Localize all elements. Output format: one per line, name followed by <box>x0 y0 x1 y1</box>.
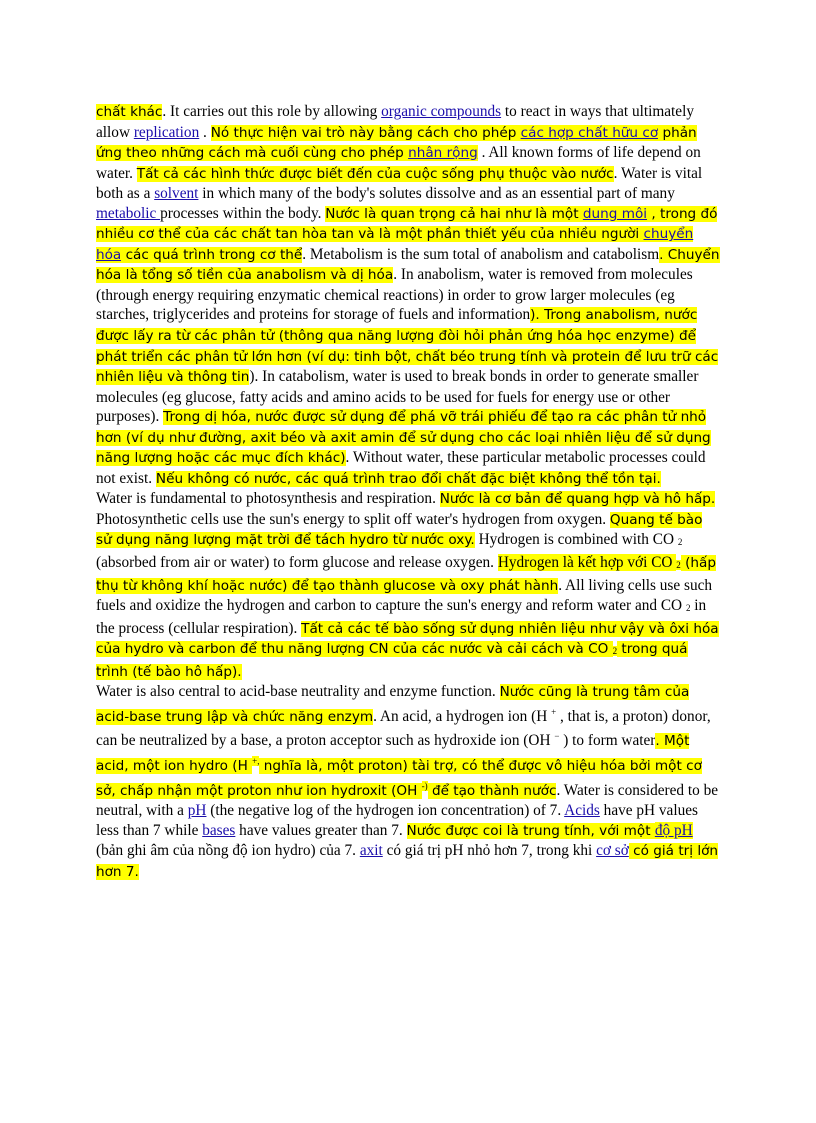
superscript: + <box>551 706 557 717</box>
link-cac-hop-chat-huu-co[interactable]: các hợp chất hữu cơ <box>520 124 659 141</box>
link-do-ph[interactable]: độ pH <box>654 821 693 839</box>
body-text: . Without water, these particular metabolic processes could not exist. <box>96 449 706 487</box>
subscript: 2 <box>612 646 618 657</box>
highlighted-text: Nó thực hiện vai trò này bằng cách cho phép <box>210 124 521 141</box>
body-text: . Metabolism is the sum total of anabolism and catabolism <box>302 245 660 263</box>
body-text: in the process (cellular respiration). <box>96 597 707 637</box>
body-text: have pH values less than 7 while <box>96 802 698 839</box>
body-text: (absorbed from air or water) to form glucose and release oxygen. <box>96 554 498 572</box>
highlighted-text: , trong đó nhiều cơ thể của các chất tan hòa tan và là một phần thiết yếu của nhiều người <box>96 205 718 243</box>
highlighted-text: trong quá trình (tế bào hô hấp). <box>96 641 688 680</box>
link-replication[interactable]: replication <box>133 123 200 141</box>
body-text: ) to form water <box>559 732 656 750</box>
highlighted-text: Nước được coi là trung tính, với một <box>406 822 655 839</box>
body-text: (the negative log of the hydrogen ion concentration) of 7. <box>206 802 565 820</box>
document-page <box>96 102 722 882</box>
highlighted-text: có giá trị lớn hơn 7. <box>96 843 719 880</box>
body-text: processes within the body. <box>160 204 326 222</box>
body-text: . Water is considered to be neutral, with a <box>96 781 719 820</box>
highlighted-text: Nước là cơ bản để quang hợp và hô hấp. <box>439 491 716 508</box>
superscript: -) <box>421 780 428 791</box>
link-acids[interactable]: Acids <box>564 802 600 820</box>
subscript: 2 <box>677 537 683 548</box>
body-text: . In anabolism, water is removed from molecules (through energy requiring enzymatic chemical reactions) in order to grow larger molecules (eg starches, triglycerides and proteins for storage of fuels and information <box>96 266 693 324</box>
body-text: ). In catabolism, water is used to break bonds in order to generate smaller molecules (eg glucose, fatty acids and amino acids to be used for fuels for energy use or other purposes). <box>96 368 699 426</box>
superscript: +, <box>252 755 260 766</box>
highlighted-text: Trong dị hóa, nước được sử dụng để phá vỡ trái phiếu để tạo ra các phân tử nhỏ hơn (ví dụ như đường, axit béo và axit amin để sử dụng cho các loại nhiên liệu để sử dụng năng lượng hoặc các mục đích khác) <box>96 409 711 467</box>
body-text: Water is also central to acid-base neutrality and enzyme function. <box>96 683 500 701</box>
body-text: . All living cells use such fuels and oxidize the hydrogen and carbon to capture the sun's energy and reform water and CO <box>96 576 713 615</box>
highlighted-text: các quá trình trong cơ thể <box>121 246 303 263</box>
body-text: . <box>199 123 211 141</box>
highlighted-text: Hydrogen là kết hợp với CO <box>497 554 677 572</box>
highlighted-text: phản ứng theo những cách mà cuối cùng cho phép <box>96 124 697 162</box>
subscript: 2 <box>685 603 691 614</box>
link-co-so[interactable]: cơ sở <box>596 842 629 860</box>
body-text: . Water is vital both as a <box>96 164 703 203</box>
highlighted-text: (hấp thụ từ không khí hoặc nước) để tạo thành glucose và oxy phát hành <box>96 555 716 594</box>
body-text: có giá trị pH nhỏ hơn 7, trong khi <box>382 842 597 860</box>
highlighted-text: Tất cả các hình thức được biết đến của cuộc sống phụ thuộc vào nước <box>136 165 614 182</box>
body-text: , that is, a proton) donor, can be neutralized by a base, a proton acceptor such as hydroxide ion (OH <box>96 707 711 750</box>
highlighted-text: . Chuyển hóa là tổng số tiền của anabolism và dị hóa <box>96 246 720 284</box>
paragraph-photosynthesis <box>96 489 722 682</box>
highlighted-text: để tạo thành nước <box>427 782 557 799</box>
subscript: 2 <box>676 560 681 571</box>
link-solvent[interactable]: solvent <box>154 185 199 203</box>
link-organic-compounds[interactable]: organic compounds <box>381 103 502 120</box>
link-axit[interactable]: axit <box>359 842 383 860</box>
link-bases[interactable]: bases <box>202 821 236 839</box>
highlighted-text: Nước cũng là trung tâm của acid-base trung lập và chức năng enzym <box>96 684 690 725</box>
body-text: Photosynthetic cells use the sun's energy to split off water's hydrogen from oxygen. <box>96 510 610 528</box>
link-chuyen-hoa[interactable]: chuyển hóa <box>96 226 694 263</box>
highlighted-text: Nước là quan trọng cả hai như là một <box>325 205 583 222</box>
highlighted-text: Tất cả các tế bào sống sử dụng nhiên liệu như vậy và ôxi hóa của hydro và carbon để thu năng lượng CN của các nước và cải cách và CO <box>96 620 719 658</box>
link-nhan-rong[interactable]: nhân rộng <box>408 145 478 162</box>
body-text: to react in ways that ultimately allow <box>96 103 694 141</box>
highlighted-text: . Một acid, một ion hydro (H <box>96 733 690 774</box>
superscript: − <box>554 731 560 742</box>
body-text: have values greater than 7. <box>235 821 407 839</box>
body-text: in which many of the body's solutes dissolve and as an essential part of many <box>198 185 675 203</box>
paragraph-acid-base <box>96 682 722 882</box>
highlighted-text: Nếu không có nước, các quá trình trao đổi chất đặc biệt không thể tồn tại. <box>155 470 661 487</box>
body-text: Hydrogen is combined with CO <box>474 531 678 549</box>
body-text: (bản ghi âm của nồng độ ion hydro) của 7. <box>96 842 360 860</box>
highlighted-text: nghĩa là, một proton) tài trợ, có thể được vô hiệu hóa bởi một cơ sở, chấp nhận một proton như ion hydroxit (OH <box>96 757 702 799</box>
body-text: . An acid, a hydrogen ion (H <box>373 707 552 725</box>
highlighted-text: chất khác <box>96 104 163 120</box>
link-metabolic[interactable]: metabolic <box>96 204 161 222</box>
link-ph[interactable]: pH <box>187 802 207 820</box>
highlighted-text: ). Trong anabolism, nước được lấy ra từ các phân tử (thông qua năng lượng đòi hỏi phản ứng hóa học enzyme) để phát triển các phân tử lớn hơn (ví dụ: tinh bột, chất béo trung tính và protein để lưu trữ các nhiên liệu và thông tin <box>96 307 719 386</box>
link-dung-moi[interactable]: dung môi <box>582 205 648 222</box>
paragraph-metabolism <box>96 102 722 489</box>
body-text: Water is fundamental to photosynthesis and respiration. <box>96 490 440 508</box>
highlighted-text: Quang tế bào sử dụng năng lượng mặt trời để tách hydro từ nước oxy. <box>96 511 703 549</box>
body-text: . It carries out this role by allowing <box>162 103 382 120</box>
body-text: . All known forms of life depend on water. <box>96 144 701 182</box>
